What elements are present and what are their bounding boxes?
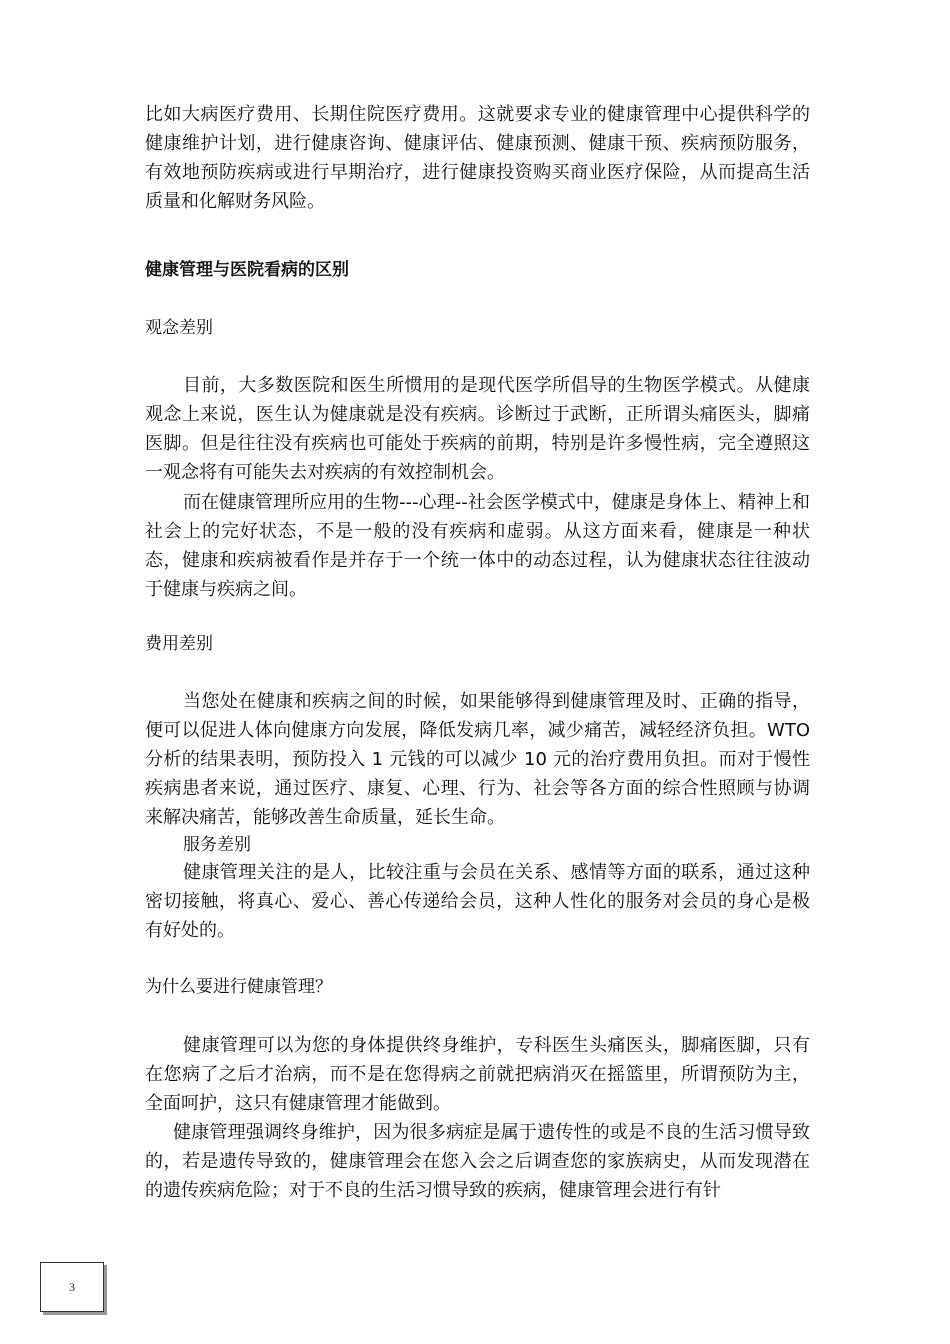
service-heading: 服务差别 [183, 835, 251, 855]
why-paragraph-1: 健康管理可以为您的身体提供终身维护，专科医生头痛医头，脚痛医脚，只有在您病了之后才治病，而不是在您得病之前就把病消灭在摇篮里，所谓预防为主，全面呵护，这只有健康管理才能做到。 [145, 1035, 810, 1114]
why-paragraph-2: 健康管理强调终身维护，因为很多病症是属于遗传性的或是不良的生活习惯导致的，若是遗传导致的，健康管理会在您入会之后调查您的家族病史，从而发现潜在的遗传疾病危险；对于不良的生活习惯导致的疾病，健康管理会进行有针 [145, 1122, 810, 1201]
why-heading: 为什么要进行健康管理？ [145, 977, 332, 997]
page-number: 3 [69, 1279, 75, 1294]
concept-heading: 观念差别 [145, 318, 213, 338]
cost-paragraph: 当您处在健康和疾病之间的时候，如果能够得到健康管理及时、正确的指导，便可以促进人体向健康方向发展，降低发病几率，减少痛苦，减轻经济负担。WTO 分析的结果表明，预防投入 1 元钱的可以减少 10 元的治疗费用负担。而对于慢性疾病患者来说，通过医疗、康复、心理、行为、社会等各方面的综合性照顾与协调来解决痛苦，能够改善生命质量，延长生命。 [145, 691, 810, 828]
page-number-box [40, 1262, 104, 1312]
section-title: 健康管理与医院看病的区别 [145, 260, 349, 280]
service-paragraph: 健康管理关注的是人，比较注重与会员在关系、感情等方面的联系，通过这种密切接触，将真心、爱心、善心传递给会员，这种人性化的服务对会员的身心是极有好处的。 [145, 862, 810, 941]
concept-paragraph-2: 而在健康管理所应用的生物---心理--社会医学模式中，健康是身体上、精神上和社会上的完好状态，不是一般的没有疾病和虚弱。从这方面来看，健康是一种状态，健康和疾病被看作是并存于一个统一体中的动态过程，认为健康状态往往波动于健康与疾病之间。 [145, 492, 810, 600]
concept-paragraph-1: 目前，大多数医院和医生所惯用的是现代医学所倡导的生物医学模式。从健康观念上来说，医生认为健康就是没有疾病。诊断过于武断，正所谓头痛医头，脚痛医脚。但是往往没有疾病也可能处于疾病的前期，特别是许多慢性病，完全遵照这一观念将有可能失去对疾病的有效控制机会。 [145, 375, 810, 483]
intro-paragraph: 比如大病医疗费用、长期住院医疗费用。这就要求专业的健康管理中心提供科学的健康维护计划，进行健康咨询、健康评估、健康预测、健康干预、疾病预防服务，有效地预防疾病或进行早期治疗，进行健康投资购买商业医疗保险，从而提高生活质量和化解财务风险。 [145, 104, 810, 212]
cost-heading: 费用差别 [145, 634, 213, 654]
